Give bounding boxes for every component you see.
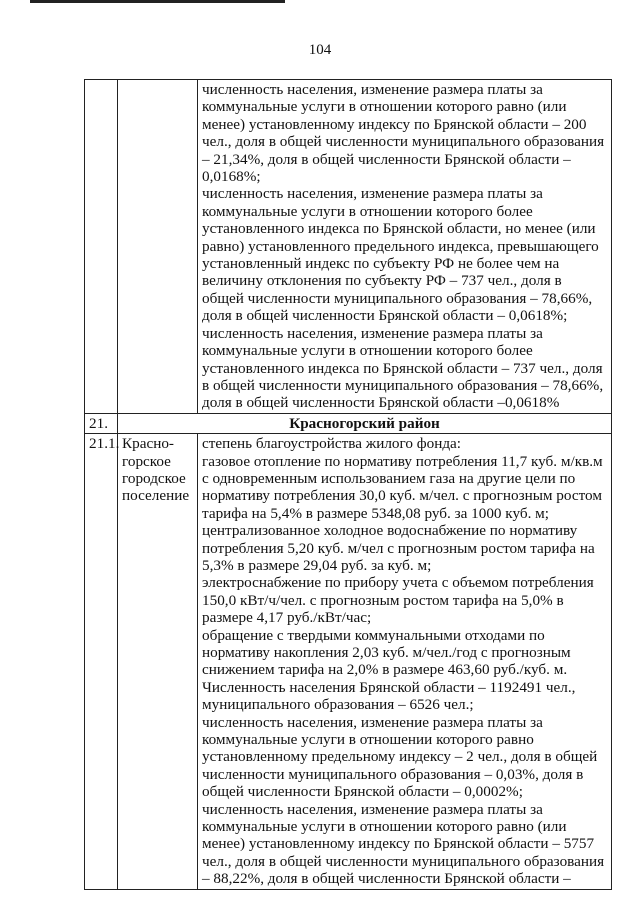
text-line: тарифа на 5,4% в размере 5348,08 руб. за 1000 куб. м; bbox=[202, 504, 550, 522]
row-number-cell: 21. bbox=[85, 413, 118, 433]
text-line: в общей численности муниципального образования – 78,66%, bbox=[202, 376, 604, 394]
text-line: 0,0168%; bbox=[202, 168, 261, 186]
text-line: 5,3% в размере 29,04 руб. за куб. м; bbox=[202, 556, 432, 574]
municipality-name-line: Красно- bbox=[122, 435, 174, 453]
page-number: 104 bbox=[308, 42, 332, 58]
text-line: чел., доля в общей численности муниципального образования bbox=[202, 133, 605, 151]
text-line: численность населения, изменение размера платы за bbox=[202, 800, 543, 818]
text-line: размере 4,17 руб./кВт/час; bbox=[202, 609, 372, 627]
text-line: менее) установленному индексу по Брянской области – 200 bbox=[202, 115, 587, 133]
text-line: – 21,34%, доля в общей численности Брянской области – bbox=[202, 150, 571, 168]
top-rule bbox=[30, 0, 285, 3]
row-number-cell bbox=[85, 80, 118, 414]
text-line: обращение с твердыми коммунальными отходами по bbox=[202, 626, 545, 644]
text-line: степень благоустройства жилого фонда: bbox=[202, 435, 462, 453]
text-line: численность населения, изменение размера платы за bbox=[202, 324, 543, 342]
municipality-name-line: поселение bbox=[122, 487, 190, 505]
text-line: общей численности Брянской области – 0,0002%; bbox=[202, 783, 523, 801]
text-line: установленный индекс по субъекту РФ не более чем на bbox=[202, 255, 560, 273]
text-line: численность населения, изменение размера платы за bbox=[202, 81, 543, 98]
municipality-cell bbox=[118, 434, 198, 890]
text-line: доля в общей численности Брянской области –0,0618% bbox=[202, 394, 560, 412]
table-row bbox=[85, 80, 612, 414]
text-line: потребления 5,20 куб. м/чел с прогнозным ростом тарифа на bbox=[202, 539, 595, 557]
text-line: равно) установленного предельного индекса, превышающего bbox=[202, 237, 599, 255]
text-line: газовое отопление по нормативу потребления 11,7 куб. м/кв.м bbox=[202, 452, 603, 470]
text-line: – 88,22%, доля в общей численности Брянской области – bbox=[202, 870, 571, 888]
text-line: централизованное холодное водоснабжение по нормативу bbox=[202, 522, 578, 540]
district-heading: Красногорский район bbox=[118, 413, 612, 433]
text-line: с одновременным использованием газа на другие цели по bbox=[202, 469, 576, 487]
text-line: чел., доля в общей численности муниципального образования bbox=[202, 852, 605, 870]
municipality-cell bbox=[118, 80, 198, 414]
text-line: коммунальные услуги в отношении которого более bbox=[202, 342, 533, 360]
text-line: нормативу потребления 30,0 куб. м/чел. с прогнозным ростом bbox=[202, 487, 602, 505]
text-line: менее) установленному индексу по Брянской области – 5757 bbox=[202, 835, 595, 853]
text-line: величину отклонения по субъекту РФ – 737 чел., доля в bbox=[202, 272, 562, 290]
text-line: установленного индекса по Брянской области – 737 чел., доля bbox=[202, 359, 603, 377]
text-line: коммунальные услуги в отношении которого равно (или bbox=[202, 98, 567, 116]
text-line: общей численности муниципального образования – 78,66%, bbox=[202, 289, 593, 307]
text-line: коммунальные услуги в отношении которого равно (или bbox=[202, 818, 567, 836]
text-line: нормативу накопления 2,03 куб. м/чел./год с прогнозным bbox=[202, 644, 571, 661]
description-cell bbox=[198, 434, 612, 890]
text-line: установленного индекса по Брянской области, но менее (или bbox=[202, 220, 596, 238]
text-line: Численность населения Брянской области – 1192491 чел., bbox=[202, 678, 576, 696]
table-row bbox=[85, 434, 612, 890]
description-cell bbox=[198, 80, 612, 414]
text-line: 150,0 кВт/ч/чел. с прогнозным ростом тарифа на 5,0% в bbox=[202, 591, 564, 609]
table-row bbox=[85, 413, 612, 433]
text-line: коммунальные услуги в отношении которого более bbox=[202, 202, 533, 220]
text-line: численности муниципального образования – 0,03%, доля в bbox=[202, 765, 584, 783]
row-number-cell: 21.1. bbox=[85, 434, 118, 890]
text-line: установленному предельному индексу – 2 чел., доля в общей bbox=[202, 748, 598, 766]
text-line: доля в общей численности Брянской области – 0,0618%; bbox=[202, 307, 568, 325]
municipality-name-line: городское bbox=[122, 469, 186, 487]
text-line: снижением тарифа на 2,0% в размере 463,60 руб./куб. м. bbox=[202, 661, 568, 679]
text-line: коммунальные услуги в отношении которого равно bbox=[202, 731, 534, 749]
text-line: муниципального образования – 6526 чел.; bbox=[202, 696, 474, 714]
data-table bbox=[84, 79, 612, 890]
municipality-name-line: горское bbox=[122, 452, 171, 470]
text-line: электроснабжение по прибору учета с объемом потребления bbox=[202, 574, 594, 592]
text-line: численность населения, изменение размера платы за bbox=[202, 713, 543, 731]
text-line: численность населения, изменение размера платы за bbox=[202, 185, 543, 203]
